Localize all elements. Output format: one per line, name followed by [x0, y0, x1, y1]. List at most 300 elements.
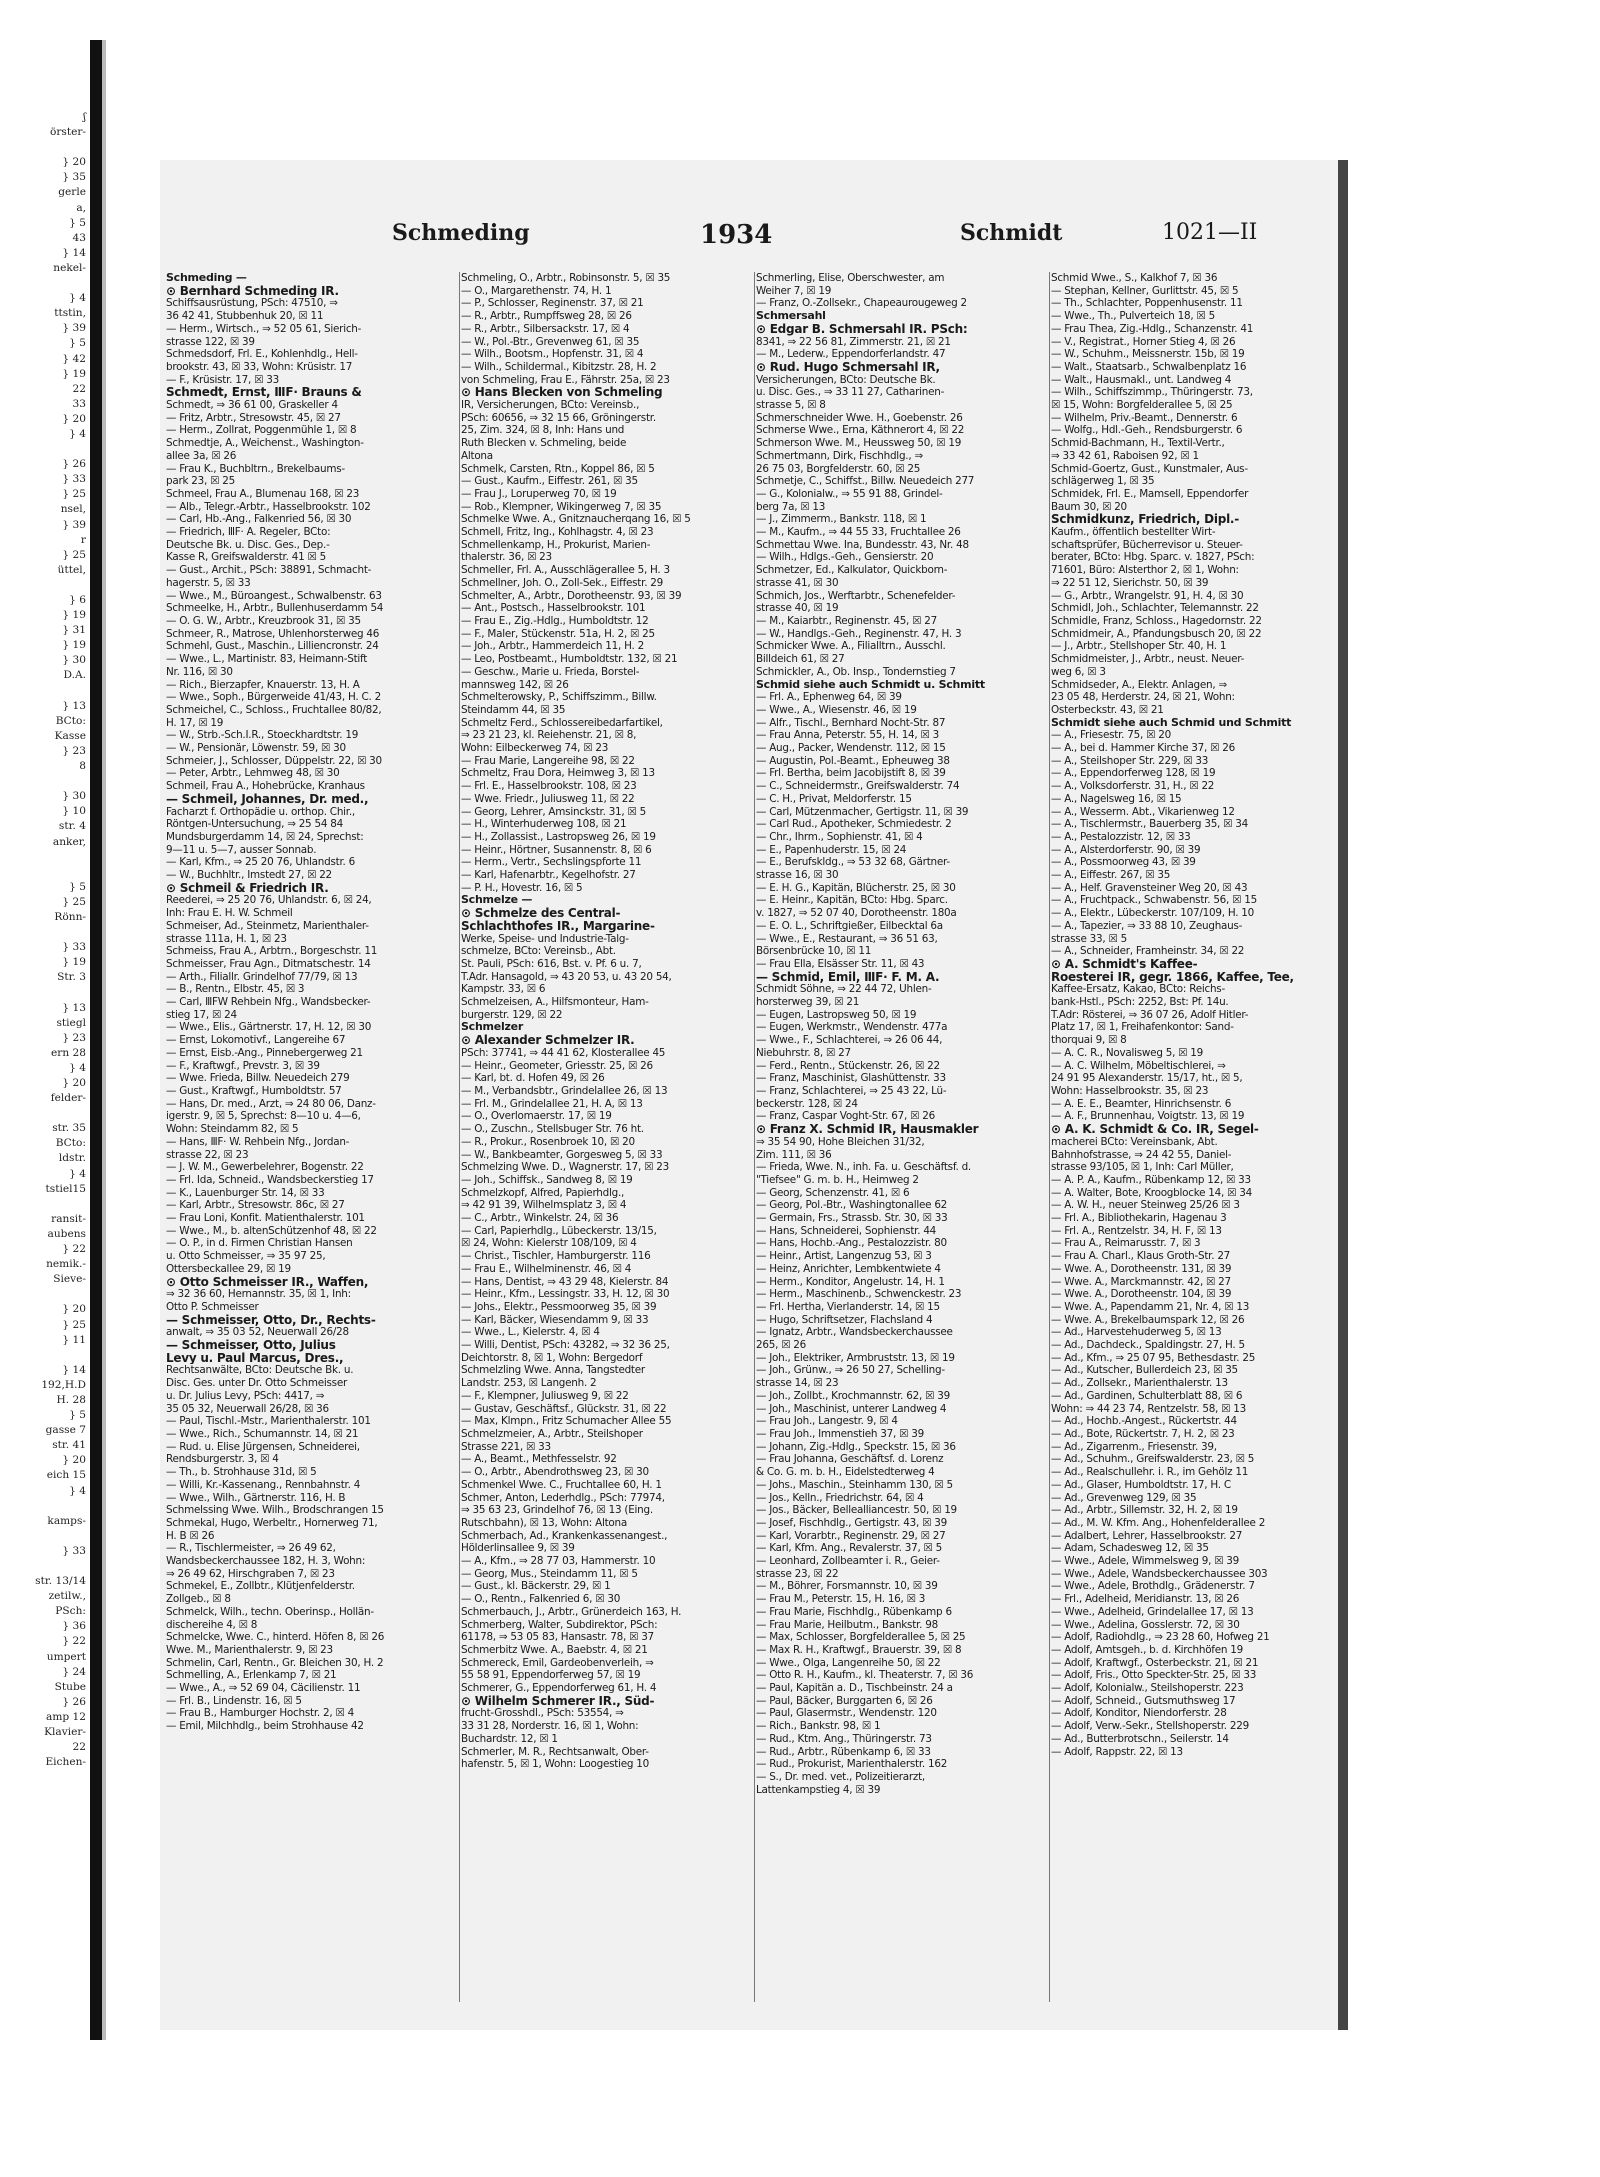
- directory-entry: hafenstr. 5, ☒ 1, Wohn: Loogestieg 10: [461, 1758, 649, 1771]
- directory-entry: Schmidt Söhne, ⇒ 22 44 72, Uhlen-: [756, 983, 932, 996]
- directory-entry: — Herm., Wirtsch., ⇒ 52 05 61, Sierich-: [166, 322, 362, 335]
- prev-page-line: } 22: [62, 1243, 86, 1256]
- directory-entry: — M., Böhrer, Forsmannstr. 10, ☒ 39: [756, 1580, 938, 1593]
- directory-entry: — Wwe. A., Brekelbaumspark 12, ☒ 26: [1051, 1313, 1245, 1326]
- directory-entry: — A., Wesserm. Abt., Vikarienweg 12: [1051, 805, 1235, 818]
- prev-page-line: [0, 442, 92, 457]
- prev-page-line: } 20: [62, 1454, 86, 1467]
- directory-entry: — Schmeisser, Otto, Julius: [166, 1339, 336, 1352]
- prev-page-line: H. 28: [56, 1393, 86, 1406]
- directory-entry: schlägerweg 1, ☒ 35: [1051, 475, 1155, 488]
- directory-entry: berg 7a, ☒ 13: [756, 500, 826, 513]
- directory-entry: — Adolf, Kolonialw., Steilshoperstr. 223: [1051, 1682, 1244, 1695]
- directory-entry: — Ad., Dachdeck., Spaldingstr. 27, H. 5: [1051, 1339, 1245, 1352]
- prev-page-line: umpert: [46, 1650, 86, 1663]
- directory-entry: park 23, ☒ 25: [166, 475, 235, 488]
- directory-entry: — Frau M., Peterstr. 15, H. 16, ☒ 3: [756, 1593, 926, 1606]
- directory-entry: — Frau Johanna, Geschäftsf. d. Lorenz: [756, 1453, 944, 1466]
- prev-page-line: [0, 1559, 92, 1574]
- directory-entry: — Hugo, Schriftsetzer, Flachsland 4: [756, 1313, 933, 1326]
- directory-entry: Hölderlinsallee 9, ☒ 39: [461, 1542, 575, 1555]
- directory-entry: macherei BCto: Vereinsbank, Abt.: [1051, 1135, 1218, 1148]
- prev-page-line: } 13: [62, 1001, 86, 1014]
- directory-entry: Inh: Frau E. H. W. Schmeil: [166, 907, 293, 920]
- directory-entry: — Rich., Bankstr. 98, ☒ 1: [756, 1720, 881, 1733]
- directory-entry: ⊙ Schmelze des Central-: [461, 907, 621, 920]
- prev-page-line: } 39: [62, 322, 86, 335]
- directory-entry: 26 75 03, Borgfelderstr. 60, ☒ 25: [756, 462, 921, 475]
- directory-entry: Zollgeb., ☒ 8: [166, 1593, 231, 1606]
- directory-entry: — A. E. E., Beamter, Hinrichsenstr. 6: [1051, 1097, 1232, 1110]
- directory-entry: — A., Alsterdorferstr. 90, ☒ 39: [1051, 843, 1201, 856]
- directory-entry: — Ad., Realschullehr. i. R., im Gehölz 11: [1051, 1466, 1249, 1479]
- directory-entry: horsterweg 39, ☒ 21: [756, 996, 860, 1009]
- directory-entry: — Adolf, Kraftwgf., Osterbeckstr. 21, ☒ 21: [1051, 1656, 1259, 1669]
- prev-page-line: [0, 865, 92, 880]
- directory-entry: — Georg, Pol.-Btr., Washingtonallee 62: [756, 1199, 948, 1212]
- directory-entry: Schmicker Wwe. A., Filialltrn., Ausschl.: [756, 640, 946, 653]
- directory-entry: — Friedrich, ⅢF· A. Regeler, BCto:: [166, 526, 331, 539]
- directory-entry: — Ignatz, Arbtr., Wandsbeckerchaussee: [756, 1326, 953, 1339]
- prev-page-line: } 20: [62, 156, 86, 169]
- directory-entry: Schmeil, Frau A., Hohebrücke, Kranhaus: [166, 780, 365, 793]
- directory-entry: — Germain, Frs., Strassb. Str. 30, ☒ 33: [756, 1212, 948, 1225]
- directory-entry: — Alfr., Tischl., Bernhard Nocht-Str. 87: [756, 716, 946, 729]
- directory-entry: — Frau Loni, Konfit. Matienthalerstr. 101: [166, 1212, 365, 1225]
- directory-entry: — Wilhelm, Priv.-Beamt., Dennerstr. 6: [1051, 411, 1238, 424]
- directory-entry: Schmelter, A., Arbtr., Dorotheenstr. 93, ☒ 39: [461, 589, 682, 602]
- directory-entry: — A., Fruchtpack., Schwabenstr. 56, ☒ 15: [1051, 894, 1257, 907]
- directory-entry: — Wwe. Friedr., Juliusweg 11, ☒ 22: [461, 792, 635, 805]
- directory-entry: — V., Registrat., Horner Stieg 4, ☒ 26: [1051, 335, 1236, 348]
- prev-page-line: } 4: [69, 427, 86, 440]
- directory-entry: Schmeltz Ferd., Schlossereibedarfartikel,: [461, 716, 663, 729]
- directory-entry: Wohn: Hasselbrookstr. 35, ☒ 23: [1051, 1085, 1209, 1097]
- prev-page-line: [0, 925, 92, 940]
- directory-entry: — Frau Ella, Elsässer Str. 11, ☒ 43: [756, 957, 925, 970]
- prev-page-line: üttel,: [57, 563, 86, 576]
- directory-entry: ⊙ Rud. Hugo Schmersahl IR,: [756, 360, 940, 374]
- directory-page: [160, 160, 1348, 2030]
- directory-entry: — Rud. u. Elise Jürgensen, Schneiderei,: [166, 1440, 360, 1453]
- directory-entry: strasse 22, ☒ 23: [166, 1148, 249, 1161]
- directory-entry: berater, BCto: Hbg. Sparc. v. 1827, PSch:: [1051, 551, 1255, 564]
- header-page-number: 1021—II: [1162, 220, 1258, 245]
- directory-entry: — Paul, Tischl.-Mstr., Marienthalerstr. 101: [166, 1415, 371, 1428]
- directory-entry: Schmelcke, Wwe. C., hinterd. Höfen 8, ☒ 26: [166, 1631, 385, 1644]
- prev-page-line: [0, 774, 92, 789]
- prev-page-line: r: [80, 533, 86, 546]
- prev-page-line: } 25: [62, 488, 86, 501]
- directory-entry: — Frau E., Wilhelminenstr. 46, ☒ 4: [461, 1262, 632, 1275]
- directory-entry: Schmettau Wwe. Ina, Bundesstr. 43, Nr. 48: [756, 538, 969, 551]
- directory-entry: Schmidle, Franz, Schloss., Hagedornstr. 22: [1051, 614, 1262, 627]
- directory-entry: Ottersbeckallee 29, ☒ 19: [166, 1262, 291, 1275]
- directory-entry: — Hans, Dentist, ⇒ 43 29 48, Kielerstr. 84: [461, 1275, 669, 1288]
- directory-entry: — A. C. R., Novalisweg 5, ☒ 19: [1051, 1046, 1204, 1059]
- directory-entry: — Wwe., Adele, Wandsbeckerchaussee 303: [1051, 1567, 1268, 1580]
- directory-entry: — Heinr., Kfm., Lessingstr. 33, H. 12, ☒ 30: [461, 1288, 670, 1301]
- directory-entry: — Adolf, Radiohdlg., ⇒ 23 28 60, Hofweg 21: [1051, 1631, 1270, 1644]
- directory-entry: — Carl, Mützenmacher, Gertigstr. 11, ☒ 39: [756, 805, 969, 818]
- prev-page-line: [0, 1106, 92, 1121]
- directory-entry: ⇒ 26 49 62, Hirschgraben 7, ☒ 23: [166, 1567, 335, 1580]
- directory-entry: Schmid Wwe., S., Kalkhof 7, ☒ 36: [1051, 272, 1218, 284]
- directory-entry: Reederei, ⇒ 25 20 76, Uhlandstr. 6, ☒ 24,: [166, 894, 372, 907]
- directory-entry: — A. F., Brunnenhau, Voigtstr. 13, ☒ 19: [1051, 1110, 1245, 1123]
- directory-entry: — Frau Marie, Fischhdlg., Rübenkamp 6: [756, 1605, 952, 1618]
- directory-entry: PSch: 37741, ⇒ 44 41 62, Klosterallee 45: [461, 1046, 666, 1059]
- directory-entry: — Frau E., Zig.-Hdlg., Humboldtstr. 12: [461, 614, 649, 627]
- directory-entry: — Herm., Vertr., Sechslingspforte 11: [461, 856, 642, 869]
- directory-entry: — A., Beamt., Methfesselstr. 92: [461, 1453, 617, 1466]
- directory-entry: — A., Possmoorweg 43, ☒ 39: [1051, 856, 1196, 869]
- directory-entry: v. 1827, ⇒ 52 07 40, Dorotheenstr. 180a: [756, 907, 957, 920]
- directory-entry: — Heinr., Hörtner, Susannenstr. 8, ☒ 6: [461, 843, 652, 856]
- directory-entry: Altona: [461, 449, 493, 462]
- directory-entry: — Schmeisser, Otto, Dr., Rechts-: [166, 1313, 376, 1327]
- book-spine-shadow: [102, 40, 106, 2040]
- directory-entry: — O. G. W., Arbtr., Kreuzbrook 31, ☒ 35: [166, 614, 361, 627]
- directory-entry: von Schmeling, Frau E., Fährstr. 25a, ☒ 23: [461, 373, 670, 386]
- directory-entry: Schmelke Wwe. A., Gnitznaucherqang 16, ☒ 5: [461, 513, 691, 526]
- directory-entry: Nr. 116, ☒ 30: [166, 665, 233, 678]
- directory-entry: Schmeiser, Ad., Steinmetz, Marienthaler-: [166, 919, 369, 932]
- directory-entry: T.Adr. Hansagold, ⇒ 43 20 53, u. 43 20 54,: [461, 970, 672, 983]
- directory-entry: Schiffsausrüstung, PSch: 47510, ⇒: [166, 297, 338, 310]
- directory-entry: — Emil, Milchhdlg., beim Strohhause 42: [166, 1720, 364, 1733]
- prev-page-line: } 23: [62, 1031, 86, 1044]
- directory-entry: — J. W. M., Gewerbelehrer, Bogenstr. 22: [166, 1161, 364, 1174]
- directory-entry: Wohn: Steindamm 82, ☒ 5: [166, 1123, 299, 1136]
- directory-entry: schaftsprüfer, Bücherrevisor u. Steuer-: [1051, 538, 1243, 551]
- directory-entry: Billdeich 61, ☒ 27: [756, 653, 845, 666]
- directory-entry: Versicherungen, BCto: Deutsche Bk.: [756, 373, 936, 386]
- directory-entry: — Ad., Harvestehuderweg 5, ☒ 13: [1051, 1326, 1222, 1339]
- directory-entry: Schmerer, G., Eppendorferweg 61, H. 4: [461, 1682, 657, 1695]
- directory-entry: — A. P. A., Kaufm., Rübenkamp 12, ☒ 33: [1051, 1173, 1251, 1186]
- directory-entry: — Eugen, Lastropsweg 50, ☒ 19: [756, 1008, 917, 1021]
- directory-entry: — A., Helf. Gravensteiner Weg 20, ☒ 43: [1051, 881, 1248, 894]
- prev-page-line: } 30: [62, 654, 86, 667]
- directory-entry: Schmerse Wwe., Erna, Käthnerort 4, ☒ 22: [756, 424, 965, 437]
- directory-entry: ⊙ A. Schmidt's Kaffee-: [1051, 957, 1198, 971]
- directory-entry: Schmedt, Ernst, ⅢF· Brauns &: [166, 386, 362, 400]
- directory-entry: 8341, ⇒ 22 56 81, Zimmerstr. 21, ☒ 21: [756, 335, 951, 348]
- directory-entry: ⊙ Alexander Schmelzer IR.: [461, 1034, 635, 1047]
- directory-entry: 61178, ⇒ 53 05 83, Hansastr. 78, ☒ 37: [461, 1631, 654, 1644]
- column-2: [461, 272, 751, 2002]
- prev-page-line: BCto:: [55, 714, 86, 727]
- prev-page-line: anker,: [52, 835, 86, 848]
- prev-page-line: 22: [72, 382, 86, 395]
- directory-entry: — Chr., Ihrm., Sophienstr. 41, ☒ 4: [756, 830, 923, 843]
- directory-entry: — Ad., Kutscher, Bullerdeich 23, ☒ 35: [1051, 1364, 1238, 1377]
- directory-entry: — Ad., Zollsekr., Marienthalerstr. 13: [1051, 1377, 1228, 1390]
- directory-entry: strasse 5, ☒ 8: [756, 399, 826, 412]
- directory-entry: Kasse R, Greifswalderstr. 41 ☒ 5: [166, 551, 326, 564]
- directory-entry: — Frieda, Wwe. N., inh. Fa. u. Geschäftsf. d.: [756, 1161, 971, 1174]
- header-year: 1934: [700, 220, 773, 250]
- directory-entry: weg 6, ☒ 3: [1051, 665, 1106, 678]
- directory-entry: Wohn: Eilbeckerweg 74, ☒ 23: [461, 742, 609, 755]
- directory-entry: — W., Pensionär, Löwenstr. 59, ☒ 30: [166, 742, 346, 755]
- prev-page-line: [0, 276, 92, 291]
- directory-entry: — F., Klempner, Juliusweg 9, ☒ 22: [461, 1389, 629, 1402]
- directory-entry: Börsenbrücke 10, ☒ 11: [756, 945, 872, 958]
- directory-entry: Kaffee-Ersatz, Kakao, BCto: Reichs-: [1051, 983, 1225, 996]
- directory-entry: — H., Winterhuderweg 108, ☒ 21: [461, 818, 627, 831]
- directory-entry: — Karl, Arbtr., Stresowstr. 86c, ☒ 27: [166, 1199, 345, 1212]
- directory-entry: Schmich, Jos., Werftarbtr., Schenefelder-: [756, 589, 956, 602]
- directory-entry: ⊙ Hans Blecken von Schmeling: [461, 386, 663, 400]
- directory-entry: — Wwe., Adelina, Gosslerstr. 72, ☒ 30: [1051, 1618, 1240, 1631]
- directory-entry: ⇒ 23 21 23, kl. Reiehenstr. 21, ☒ 8,: [461, 729, 637, 742]
- prev-page-line: 8: [79, 760, 86, 773]
- prev-page-line: } 22: [62, 1635, 86, 1648]
- directory-entry: dischereihe 4, ☒ 8: [166, 1618, 258, 1631]
- prev-page-line: Rönn-: [54, 910, 86, 923]
- directory-entry: — O., Zuschn., Stellsbuger Str. 76 ht.: [461, 1123, 644, 1136]
- directory-entry: Schmid-Bachmann, H., Textil-Vertr.,: [1051, 437, 1225, 450]
- prev-page-line: ldstr.: [58, 1152, 86, 1165]
- directory-entry: — R., Arbtr., Silbersackstr. 17, ☒ 4: [461, 322, 630, 335]
- directory-entry: — A., Pestalozzistr. 12, ☒ 33: [1051, 830, 1191, 843]
- directory-entry: — Hans, ⅢF· W. Rehbein Nfg., Jordan-: [166, 1135, 350, 1148]
- directory-entry: — M., Verbandsbtr., Grindelallee 26, ☒ 13: [461, 1085, 668, 1097]
- directory-entry: — K., Lauenburger Str. 14, ☒ 33: [166, 1186, 325, 1199]
- directory-entry: strasse 40, ☒ 19: [756, 602, 839, 615]
- directory-entry: Mundsburgerdamm 14, ☒ 24, Sprechst:: [166, 830, 364, 843]
- directory-entry: Niebuhrstr. 8, ☒ 27: [756, 1046, 851, 1059]
- directory-entry: — A., Schneider, Framheinstr. 34, ☒ 22: [1051, 945, 1245, 958]
- directory-entry: u. Otto Schmeisser, ⇒ 35 97 25,: [166, 1250, 326, 1263]
- prev-page-line: } 11: [62, 1333, 86, 1346]
- directory-entry: ☒ 24, Wohn: Kielerstr 108/109, ☒ 4: [461, 1237, 637, 1250]
- directory-entry: — Franz, Schlachterei, ⇒ 25 43 22, Lü-: [756, 1085, 947, 1097]
- directory-entry: Ruth Blecken v. Schmeling, beide: [461, 437, 627, 450]
- directory-entry: — Wilh., Schiffszimmp., Thüringerstr. 73,: [1051, 386, 1253, 399]
- prev-page-line: 192,H.D: [41, 1378, 86, 1391]
- directory-entry: Schmeltz, Frau Dora, Heimweg 3, ☒ 13: [461, 767, 655, 780]
- prev-page-line: [0, 1197, 92, 1212]
- directory-entry: — Walt., Staatsarb., Schwalbenplatz 16: [1051, 360, 1247, 373]
- directory-entry: Schmid siehe auch Schmidt u. Schmitt: [756, 678, 985, 691]
- directory-entry: ⊙ Otto Schmeisser IR., Waffen,: [166, 1275, 369, 1289]
- directory-entry: — Peter, Arbtr., Lehmweg 48, ☒ 30: [166, 767, 340, 780]
- directory-entry: 71601, Büro: Alsterthor 2, ☒ 1, Wohn:: [1051, 564, 1239, 577]
- directory-entry: Schmerson Wwe. M., Heussweg 50, ☒ 19: [756, 437, 962, 450]
- prev-page-line: [0, 850, 92, 865]
- previous-page-fragment: [0, 110, 92, 1920]
- directory-entry: — M., Kaufm., ⇒ 44 55 33, Fruchtallee 26: [756, 526, 961, 539]
- prev-page-line: Eichen-: [45, 1756, 86, 1769]
- page-edge-shadow: [1338, 160, 1348, 2030]
- prev-page-line: } 26: [62, 1695, 86, 1708]
- directory-entry: stieg 17, ☒ 24: [166, 1008, 237, 1021]
- directory-entry: — C. H., Privat, Meldorferstr. 15: [756, 792, 912, 805]
- directory-entry: — Willi, Dentist, PSch: 43282, ⇒ 32 36 25,: [461, 1339, 670, 1352]
- prev-page-line: } 5: [69, 216, 86, 229]
- directory-entry: — Adolf, Konditor, Niendorferstr. 28: [1051, 1707, 1227, 1720]
- directory-entry: — Carl, Hb.-Ang., Falkenried 56, ☒ 30: [166, 513, 352, 526]
- directory-entry: strasse 41, ☒ 30: [756, 576, 839, 589]
- directory-entry: — Frl. Hertha, Vierlanderstr. 14, ☒ 15: [756, 1300, 940, 1313]
- directory-entry: Schmerberg, Walter, Subdirektor, PSch:: [461, 1618, 658, 1631]
- directory-entry: — J., Arbtr., Stellshoper Str. 40, H. 1: [1051, 640, 1227, 653]
- prev-page-line: } 25: [62, 895, 86, 908]
- directory-entry: igerstr. 9, ☒ 5, Sprechst: 8—10 u. 4—6,: [166, 1110, 361, 1123]
- directory-entry: — Geschw., Marie u. Frieda, Borstel-: [461, 665, 640, 678]
- directory-entry: mannsweg 142, ☒ 26: [461, 678, 569, 691]
- directory-entry: — Josef, Fischhdlg., Gertigstr. 43, ☒ 39: [756, 1516, 947, 1529]
- directory-entry: — Alb., Telegr.-Arbtr., Hasselbrookstr. 102: [166, 500, 371, 513]
- directory-entry: burgerstr. 129, ☒ 22: [461, 1008, 563, 1021]
- directory-entry: 25, Zim. 324, ☒ 8, Inh: Hans und: [461, 424, 625, 437]
- prev-page-line: [0, 684, 92, 699]
- directory-entry: — W., Schuhm., Meissnerstr. 15b, ☒ 19: [1051, 348, 1245, 361]
- directory-entry: H. 17, ☒ 19: [166, 716, 224, 729]
- directory-entry: 33 31 28, Norderstr. 16, ☒ 1, Wohn:: [461, 1720, 639, 1733]
- directory-entry: — M., Lederw., Eppendorferlandstr. 47: [756, 348, 946, 361]
- directory-entry: — Frau K., Buchbltrn., Brekelbaums-: [166, 462, 345, 475]
- page-header: [160, 220, 1340, 260]
- directory-entry: — E., Papenhuderstr. 15, ☒ 24: [756, 843, 907, 856]
- directory-entry: — Jos., Bäcker, Bellealliancestr. 50, ☒ 19: [756, 1504, 957, 1517]
- directory-entry: Schmenkel Wwe. C., Fruchtallee 60, H. 1: [461, 1478, 662, 1491]
- prev-page-line: ttstin,: [54, 307, 86, 320]
- directory-entry: Schmelzer: [461, 1021, 524, 1034]
- prev-page-line: } 5: [69, 880, 86, 893]
- prev-page-line: [0, 985, 92, 1000]
- directory-entry: — Herm., Konditor, Angelustr. 14, H. 1: [756, 1275, 945, 1288]
- directory-entry: — Wwe. Frieda, Billw. Neuedeich 279: [166, 1072, 350, 1085]
- directory-entry: ⇒ 33 42 61, Raboisen 92, ☒ 1: [1051, 449, 1199, 462]
- prev-page-line: } 42: [62, 352, 86, 365]
- directory-entry: — Rud., Prokurist, Marienthalerstr. 162: [756, 1758, 948, 1771]
- directory-entry: Schmidmeister, J., Arbtr., neust. Neuer-: [1051, 653, 1245, 666]
- prev-page-line: 33: [72, 397, 86, 410]
- directory-entry: — Wwe., Olga, Langenreihe 50, ☒ 22: [756, 1656, 941, 1669]
- directory-entry: — A., Nagelsweg 16, ☒ 15: [1051, 792, 1182, 805]
- directory-entry: Röntgen-Untersuchung, ⇒ 25 54 84: [166, 818, 343, 831]
- directory-entry: — Wwe., Soph., Bürgerweide 41/43, H. C. 2: [166, 691, 381, 704]
- directory-entry: — Ant., Postsch., Hasselbrookstr. 101: [461, 602, 646, 615]
- prev-page-line: stiegl: [56, 1016, 86, 1029]
- directory-entry: St. Pauli, PSch: 616, Bst. v. Pf. 6 u. 7,: [461, 957, 642, 970]
- column-3: [756, 272, 1046, 2002]
- directory-entry: — Ferd., Rentn., Stückenstr. 26, ☒ 22: [756, 1059, 940, 1072]
- directory-entry: Rutschbahn), ☒ 13, Wohn: Altona: [461, 1516, 627, 1529]
- prev-page-line: [0, 1499, 92, 1514]
- prev-page-line: } 13: [62, 699, 86, 712]
- prev-page-line: } 33: [62, 1544, 86, 1557]
- directory-entry: — Karl, Bäcker, Wiesendamm 9, ☒ 33: [461, 1313, 649, 1326]
- directory-entry: — Frl. Ida, Schneid., Wandsbeckerstieg 17: [166, 1173, 374, 1186]
- directory-entry: — Frau A., Reimarusstr. 7, ☒ 3: [1051, 1237, 1201, 1250]
- prev-page-line: } 19: [62, 956, 86, 969]
- directory-entry: — Heinz, Anrichter, Lembkentwiete 4: [756, 1262, 941, 1275]
- directory-entry: Schmidek, Frl. E., Mamsell, Eppendorfer: [1051, 487, 1249, 500]
- prev-page-line: [0, 1287, 92, 1302]
- directory-entry: — Ad., Schuhm., Greifswalderstr. 23, ☒ 5: [1051, 1453, 1255, 1466]
- directory-entry: Zim. 111, ☒ 36: [756, 1148, 832, 1161]
- directory-entry: — S., Dr. med. vet., Polizeitierarzt,: [756, 1770, 925, 1783]
- directory-entry: — Gustav, Geschäftsf., Glückstr. 31, ☒ 22: [461, 1402, 667, 1415]
- directory-entry: — Frau Joh., Langestr. 9, ☒ 4: [756, 1415, 898, 1428]
- directory-entry: — Wwe. A., Marckmannstr. 42, ☒ 27: [1051, 1275, 1231, 1288]
- directory-entry: Levy u. Paul Marcus, Dres.,: [166, 1351, 344, 1365]
- directory-entry: — Carl, ⅢFW Rehbein Nfg., Wandsbecker-: [166, 996, 371, 1009]
- directory-entry: — Walt., Hausmakl., unt. Landweg 4: [1051, 373, 1232, 386]
- directory-entry: thalerstr. 36, ☒ 23: [461, 551, 552, 564]
- directory-entry: 35 05 32, Neuerwall 26/28, ☒ 36: [166, 1402, 329, 1415]
- directory-entry: — Otto R. H., Kaufm., kl. Theaterstr. 7, ☒ 36: [756, 1669, 974, 1682]
- header-right-word: Schmidt: [960, 220, 1063, 246]
- prev-page-line: felder-: [50, 1092, 86, 1105]
- directory-entry: — Willi, Kr.-Kassenang., Rennbahnstr. 4: [166, 1478, 361, 1491]
- prev-page-line: } 25: [62, 548, 86, 561]
- directory-entry: Wohn: ⇒ 44 23 74, Rentzelstr. 58, ☒ 13: [1051, 1402, 1246, 1415]
- prev-page-line: ern 28: [50, 1046, 86, 1059]
- directory-entry: — Adolf, Amtsgeh., b. d. Kirchhöfen 19: [1051, 1643, 1243, 1656]
- directory-entry: T.Adr: Rösterei, ⇒ 36 07 26, Adolf Hitler-: [1051, 1008, 1249, 1021]
- header-left-word: Schmeding: [392, 220, 530, 246]
- directory-entry: Schmelling, A., Erlenkamp 7, ☒ 21: [166, 1669, 337, 1682]
- directory-entry: — Adolf, Schneid., Gutsmuthsweg 17: [1051, 1694, 1236, 1707]
- directory-entry: — Wwe., Adelheid, Grindelallee 17, ☒ 13: [1051, 1605, 1254, 1618]
- directory-entry: — Rud., Arbtr., Rübenkamp 6, ☒ 33: [756, 1745, 931, 1758]
- directory-entry: thorquai 9, ☒ 8: [1051, 1034, 1127, 1047]
- directory-entry: — A. Walter, Bote, Kroogblocke 14, ☒ 34: [1051, 1186, 1252, 1199]
- directory-entry: — Franz, Maschinist, Glashüttenstr. 33: [756, 1072, 946, 1085]
- directory-entry: Schmekal, Hugo, Werbeltr., Hornerweg 71,: [166, 1516, 378, 1529]
- prev-page-line: 22: [72, 1741, 86, 1754]
- directory-entry: ⇒ 35 63 23, Grindelhof 76, ☒ 13 (Eing.: [461, 1504, 653, 1517]
- directory-entry: Steindamm 44, ☒ 35: [461, 703, 566, 716]
- directory-entry: — Wwe., L., Martinistr. 83, Heimann-Stift: [166, 653, 368, 666]
- directory-entry: — Augustin, Pol.-Beamt., Epheuweg 38: [756, 754, 950, 767]
- directory-entry: — Wwe. A., Dorotheenstr. 104, ☒ 39: [1051, 1288, 1232, 1301]
- directory-entry: Schmell, Fritz, Ing., Kohlhagstr. 4, ☒ 23: [461, 526, 654, 539]
- prev-page-line: str. 13/14: [35, 1575, 86, 1588]
- prev-page-line: ransit-: [51, 1212, 86, 1225]
- directory-entry: — A. W. H., neuer Steinweg 25/26 ☒ 3: [1051, 1199, 1240, 1212]
- directory-entry: Schmedtje, A., Weichenst., Washington-: [166, 437, 364, 450]
- directory-entry: — O., Margarethenstr. 74, H. 1: [461, 284, 612, 297]
- directory-entry: — Frl. A., Bibliothekarin, Hagenau 3: [1051, 1212, 1227, 1225]
- directory-entry: — A., Volksdorferstr. 31, H., ☒ 22: [1051, 780, 1215, 793]
- directory-entry: — W., Strb.-Sch.I.R., Stoeckhardtstr. 19: [166, 729, 359, 742]
- directory-entry: — W., Bankbeamter, Gorgesweg 5, ☒ 33: [461, 1148, 663, 1161]
- directory-entry: Schmerschneider Wwe. H., Goebenstr. 26: [756, 411, 963, 424]
- prev-page-line: [0, 140, 92, 155]
- prev-page-line: nemik.-: [46, 1258, 86, 1271]
- directory-entry: — Wwe. A., Dorotheenstr. 131, ☒ 39: [1051, 1262, 1232, 1275]
- directory-entry: 265, ☒ 26: [756, 1339, 807, 1352]
- directory-entry: — Karl, Vorarbtr., Reginenstr. 29, ☒ 27: [756, 1529, 946, 1542]
- prev-page-line: } 19: [62, 639, 86, 652]
- prev-page-line: tstiel15: [45, 1182, 86, 1195]
- directory-entry: — Paul, Glasermstr., Wendenstr. 120: [756, 1707, 937, 1720]
- directory-entry: Schmelssing Wwe. Wilh., Brodschrangen 15: [166, 1504, 384, 1517]
- directory-entry: 36 42 41, Stubbenhuk 20, ☒ 11: [166, 310, 324, 323]
- prev-page-line: zetilw.,: [48, 1590, 86, 1603]
- directory-entry: — Wilh., Hdlgs.-Geh., Gensierstr. 20: [756, 551, 934, 564]
- directory-entry: — Frl. E., Hasselbrookstr. 108, ☒ 23: [461, 780, 637, 793]
- directory-entry: Schmereck, Emil, Gardeobenverleih, ⇒: [461, 1656, 654, 1669]
- directory-entry: Bahnhofstrasse, ⇒ 24 42 55, Daniel-: [1051, 1148, 1232, 1161]
